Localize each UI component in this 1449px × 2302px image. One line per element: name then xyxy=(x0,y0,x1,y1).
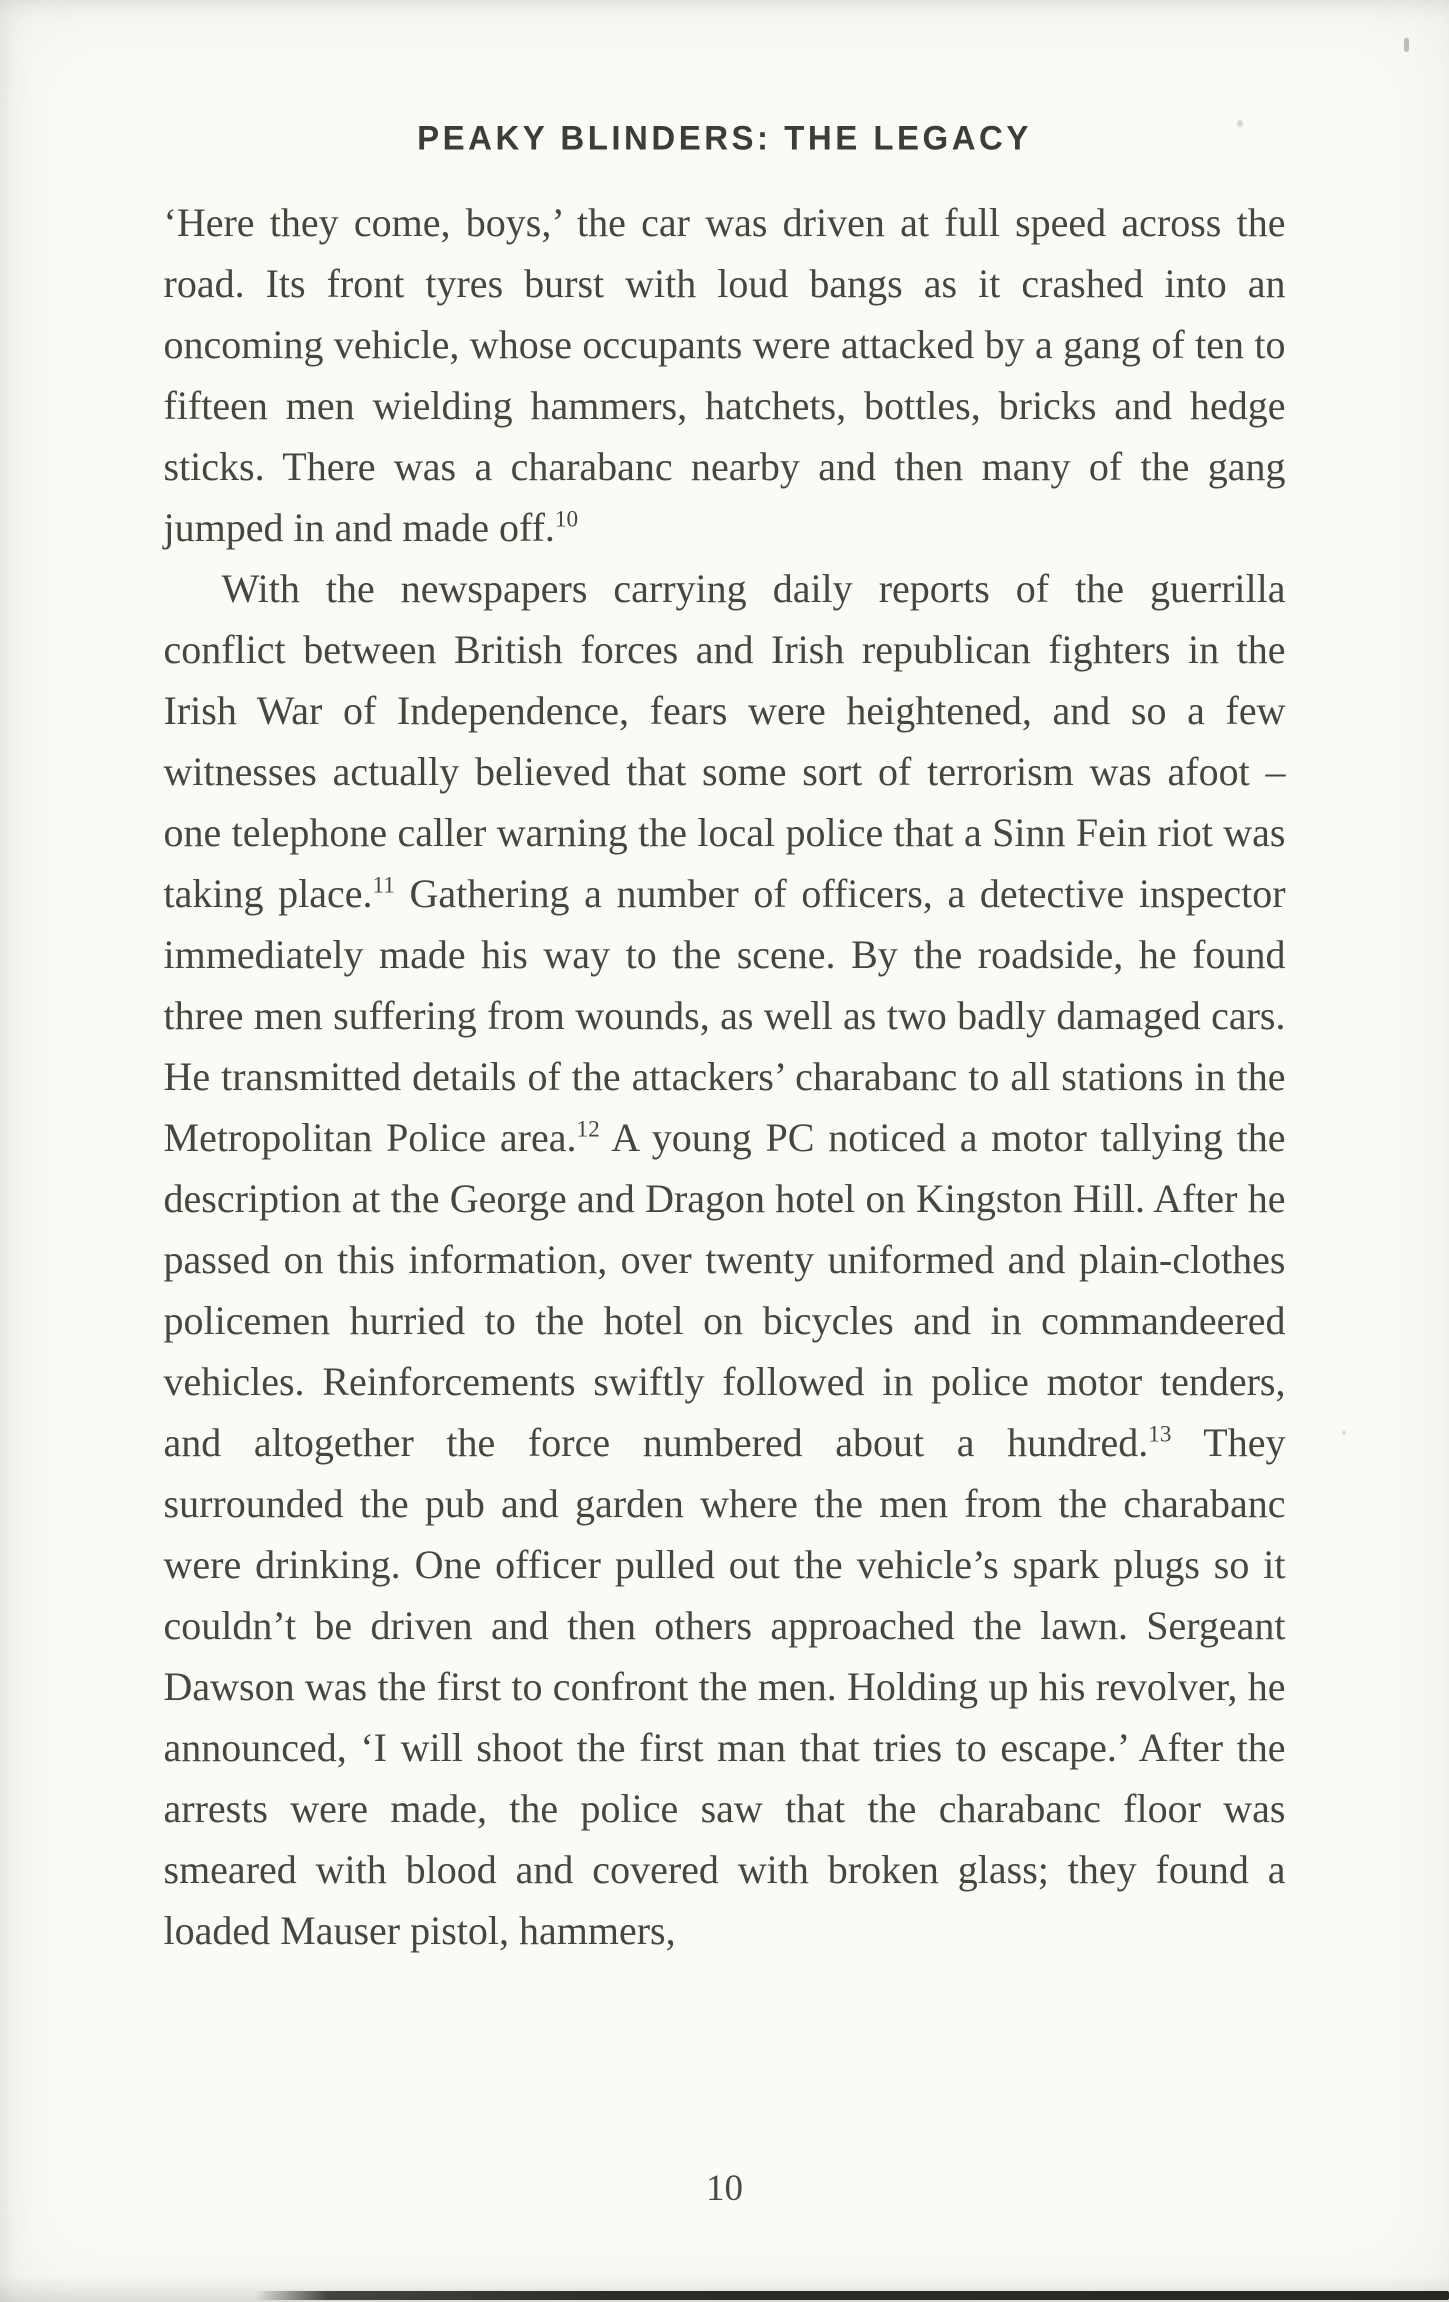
scan-speckle xyxy=(1237,120,1243,127)
footnote-ref-13: 13 xyxy=(1148,1421,1172,1448)
page-number: 10 xyxy=(706,2168,743,2209)
footnote-ref-10: 10 xyxy=(554,506,579,533)
running-header: PEAKY BLINDERS: THE LEGACY xyxy=(417,117,1032,157)
footnote-ref-11: 11 xyxy=(372,872,395,899)
scan-page-edge xyxy=(255,2291,1449,2300)
text-run: Gathering a number of officers, a detective inspector immediately made his way to the scene. By the roadside, he found three men suffering from wounds, as well as two badly damaged cars. He transmitted details of the attackers’ charabanc to all stations in the Metropolitan Police area. xyxy=(163,871,1286,1160)
text-run: They surrounded the pub and garden where the men from the charabanc were drinking. One officer pulled out the vehicle’s spark plugs so it couldn’t be driven and then others approached the lawn. Sergeant Dawson was the first to confront the men. Holding up his revolver, he announced, ‘I will shoot the first man that tries to escape.’ After the arrests were made, the police saw that the charabanc floor was smeared with blood and covered with broken glass; they found a loaded Mauser pistol, hammers, xyxy=(163,1420,1286,1953)
paragraph-2 xyxy=(164,558,1286,1961)
scan-speckle xyxy=(1404,38,1409,52)
text-run: ‘Here they come, boys,’ the car was driven at full speed across the road. Its front tyres burst with loud bangs as it crashed into an oncoming vehicle, whose occupants were attacked by a gang of ten to fifteen men wielding hammers, hatchets, bottles, bricks and hedge sticks. There was a charabanc nearby and then many of the gang jumped in and made off. xyxy=(163,200,1286,550)
text-run: With the newspapers carrying daily reports of the guerrilla conflict between British forces and Irish republican fighters in the Irish War of Independence, fears were heightened, and so a few witnesses actually believed that some sort of terrorism was afoot – one telephone caller warning the local police that a Sinn Fein riot was taking place. xyxy=(163,566,1286,916)
paragraph-1 xyxy=(164,192,1286,558)
scan-speckle xyxy=(1342,1430,1346,1435)
text-run: A young PC noticed a motor tallying the description at the George and Dragon hotel on Kingston Hill. After he passed on this information, over twenty uniformed and plain-clothes policemen hurried to the hotel on bicycles and in commandeered vehicles. Reinforcements swiftly followed in police motor tenders, and altogether the force numbered about a hundred. xyxy=(163,1115,1286,1465)
footnote-ref-12: 12 xyxy=(576,1116,600,1143)
body-text xyxy=(164,192,1286,1961)
